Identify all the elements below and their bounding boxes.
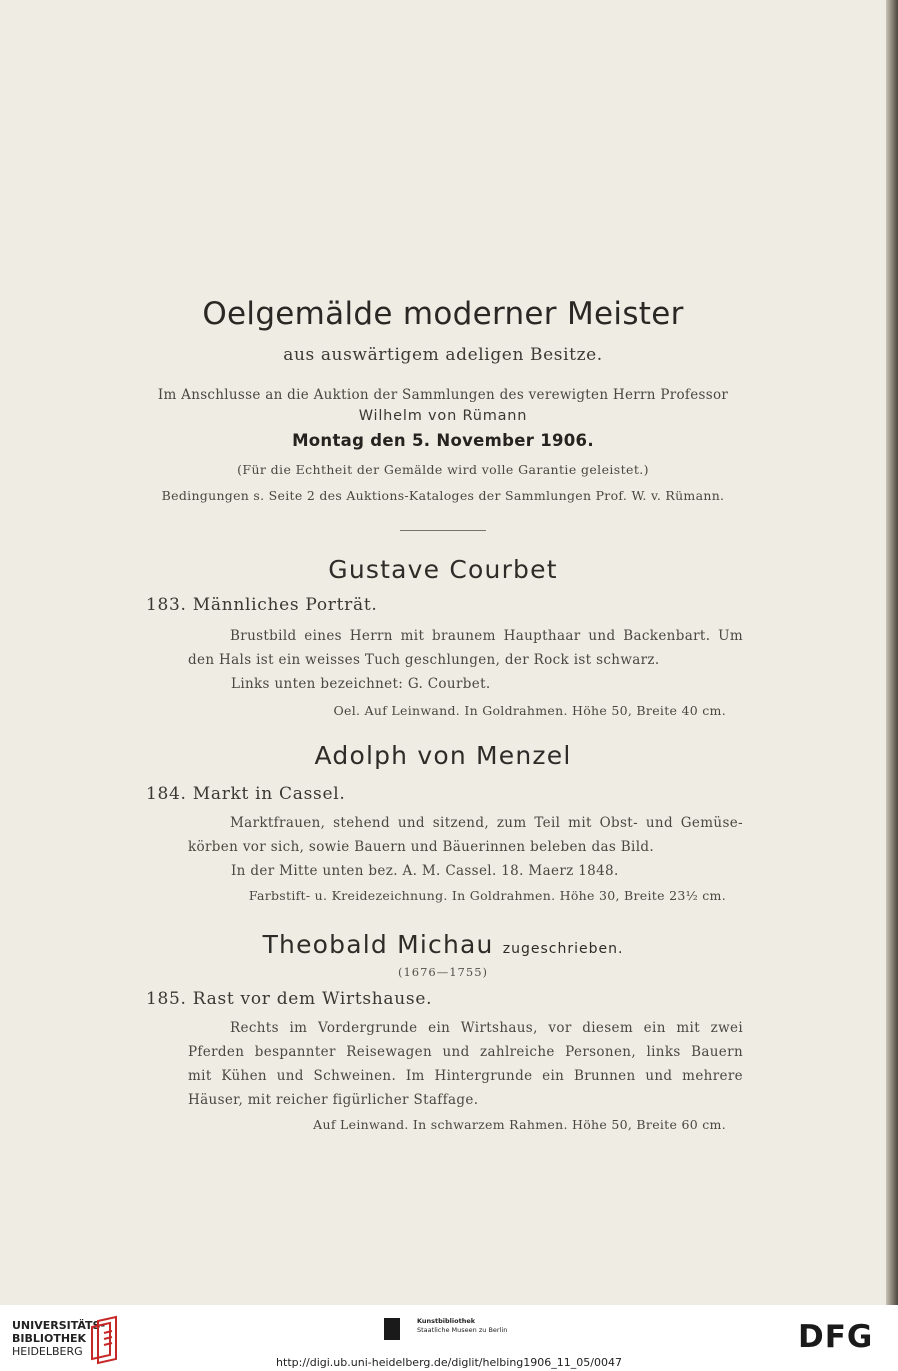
permalink-url[interactable]: http://digi.ub.uni-heidelberg.de/diglit/helbing1906_11_05/0047 (276, 1356, 622, 1369)
lot-description-line: Rechts im Vordergrunde ein Wirtshaus, vor diesem ein mit zwei (230, 1020, 743, 1036)
catalog-title: Oelgemälde moderner Meister (202, 296, 684, 332)
kb-logo-line: Staatliche Museen zu Berlin (417, 1326, 508, 1334)
lot-description-line: mit Kühen und Schweinen. Im Hintergrunde ein Brunnen und mehrere (188, 1068, 743, 1084)
lot-description-line: Brustbild eines Herrn mit braunem Haupthaar und Backenbart. Um (230, 628, 743, 644)
artist-lifespan: (1676—1755) (397, 965, 488, 979)
catalog-subtitle: aus auswärtigem adeligen Besitze. (283, 345, 603, 365)
lot-description-line: Pferden bespannter Reisewagen und zahlreiche Personen, links Bauern (188, 1044, 743, 1060)
dfg-logo[interactable]: DFG (798, 1319, 874, 1355)
lot-technique: Oel. Auf Leinwand. In Goldrahmen. Höhe 50, Breite 40 cm. (333, 703, 726, 718)
digitization-footer (0, 1305, 898, 1371)
ub-logo-line: HEIDELBERG (12, 1345, 83, 1358)
ub-logo-line: BIBLIOTHEK (12, 1332, 87, 1345)
lot-description-line: den Hals ist ein weisses Tuch geschlungen, der Rock ist schwarz. (188, 652, 660, 668)
lot-title: 183. Männliches Porträt. (146, 595, 378, 615)
section-divider (400, 530, 486, 531)
lot-description-line: Häuser, mit reicher figürlicher Staffage. (188, 1092, 479, 1108)
lot-title: 184. Markt in Cassel. (146, 784, 346, 804)
intro-text: Im Anschlusse an die Auktion der Sammlungen des verewigten Herrn Professor (157, 387, 729, 403)
ub-logo-line: UNIVERSITÄTS- (12, 1319, 106, 1332)
artist-heading: Adolph von Menzel (314, 741, 572, 770)
kb-logo-line: Kunstbibliothek (417, 1317, 476, 1325)
conditions-note: Bedingungen s. Seite 2 des Auktions-Kataloges der Sammlungen Prof. W. v. Rümann. (161, 488, 725, 503)
kunstbibliothek-logo[interactable] (417, 1317, 507, 1335)
page-edge-shadow (886, 0, 898, 1305)
lot-description-line: Marktfrauen, stehend und sitzend, zum Teil mit Obst- und Gemüse- (230, 815, 743, 831)
artist-attribution: zugeschrieben. (502, 941, 624, 957)
auction-date: Montag den 5. November 1906. (292, 431, 594, 450)
lot-description-line: Links unten bezeichnet: G. Courbet. (231, 676, 491, 692)
artist-heading: Gustave Courbet (328, 555, 558, 584)
intro-name: Wilhelm von Rümann (358, 408, 528, 424)
lot-title: 185. Rast vor dem Wirtshause. (146, 989, 433, 1009)
lot-description-line: In der Mitte unten bez. A. M. Cassel. 18. Maerz 1848. (231, 863, 619, 879)
lot-technique: Farbstift- u. Kreidezeichnung. In Goldrahmen. Höhe 30, Breite 23½ cm. (248, 888, 726, 903)
lot-description-line: körben vor sich, sowie Bauern und Bäuerinnen beleben das Bild. (188, 839, 655, 855)
lot-technique: Auf Leinwand. In schwarzem Rahmen. Höhe 50, Breite 60 cm. (313, 1117, 726, 1132)
artist-name: Theobald Michau (262, 930, 494, 959)
artist-heading (0, 930, 886, 959)
kunstbibliothek-logo-icon (384, 1318, 400, 1340)
guarantee-note: (Für die Echtheit der Gemälde wird volle Garantie geleistet.) (237, 462, 649, 477)
